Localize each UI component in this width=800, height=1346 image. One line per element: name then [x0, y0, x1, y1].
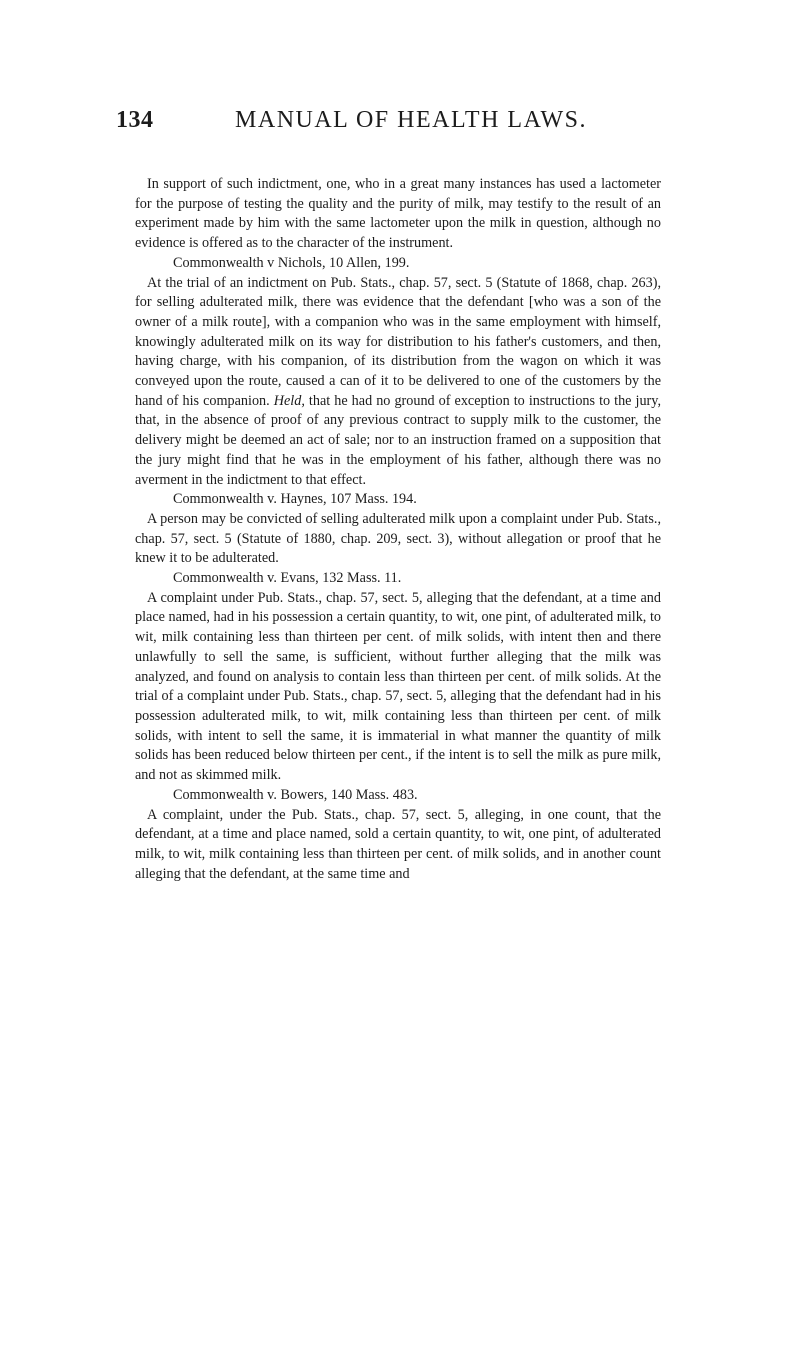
- held-label: Held,: [273, 392, 305, 409]
- paragraph-complaint: A complaint, under the Pub. Stats., chap. 57, sect. 5, alleging, in one count, that the defendant, at a time and place named, sold a certain quantity, to wit, one pint, of adulterated milk, to wit, milk containing less than thirteen per cent. of milk solids, and in another count alleging that the defendant, at the same time and: [135, 806, 661, 882]
- paragraph-haynes-text-b: that he had no ground of exception to instructions to the jury, that, in the absence of proof of any previous contract to supply milk to the customer, the delivery might be deemed an act of sale; nor to an instruction framed on a supposition that the jury might find that he was in the employment of his father, although there was no averment in the indictment to that effect.: [135, 392, 662, 488]
- page-header: [116, 107, 676, 143]
- body-text: [135, 175, 661, 884]
- citation-haynes: Commonwealth v. Haynes, 107 Mass. 194.: [173, 491, 417, 508]
- paragraph-bowers: A complaint under Pub. Stats., chap. 57, sect. 5, alleging that the defendant, at a time and place named, had in his possession a certain quantity, to wit, one pint, of adulterated milk, to wit, milk containing less than thirteen per cent. of milk solids, with intent then and there unlawfully to sell the same, is sufficient, without further alleging that the milk was analyzed, and found on analysis to contain less than thirteen per cent. of milk solids. At the trial of a complaint under Pub. Stats., chap. 57, sect. 5, alleging that the defendant had in his possession adulterated milk, to wit, milk containing less than thirteen per cent. of milk solids, with intent to sell the same, it is immaterial in what manner the quantity of milk solids has been reduced below thirteen per cent., if the intent is to sell the milk as pure milk, and not as skimmed milk.: [135, 589, 661, 784]
- citation-bowers: Commonwealth v. Bowers, 140 Mass. 483.: [173, 786, 418, 803]
- citation-nichols: Commonwealth v Nichols, 10 Allen, 199.: [173, 254, 410, 271]
- paragraph-haynes: [135, 274, 661, 491]
- running-title: MANUAL OF HEALTH LAWS.: [235, 107, 587, 133]
- paragraph-evans: A person may be convicted of selling adulterated milk upon a complaint under Pub. Stats., chap. 57, sect. 5 (Statute of 1880, chap. 209, sect. 3), without allegation or proof that he knew it to be adulterated.: [135, 510, 661, 567]
- citation-evans: Commonwealth v. Evans, 132 Mass. 11.: [173, 570, 402, 587]
- page-number: 134: [116, 107, 154, 133]
- paragraph-haynes-text-a: At the trial of an indictment on Pub. Stats., chap. 57, sect. 5 (Statute of 1868, chap. 263), for selling adulterated milk, there was evidence that the defendant [who was a son of the owner of a milk route], with a companion who was in the same employment with himself, knowingly adulterated milk on its way for distribution to his father's customers, and then, having charge, with his companion, of its distribution from the wagon on which it was conveyed upon the route, caused a can of it to be delivered to one of the customers by the hand of his companion.: [135, 274, 661, 409]
- paragraph-lactometer: In support of such indictment, one, who in a great many instances has used a lactometer for the purpose of testing the quality and the purity of milk, may testify to the result of an experiment made by him with the same lactometer upon the milk in question, although no evidence is offered as to the character of the instrument.: [135, 176, 661, 252]
